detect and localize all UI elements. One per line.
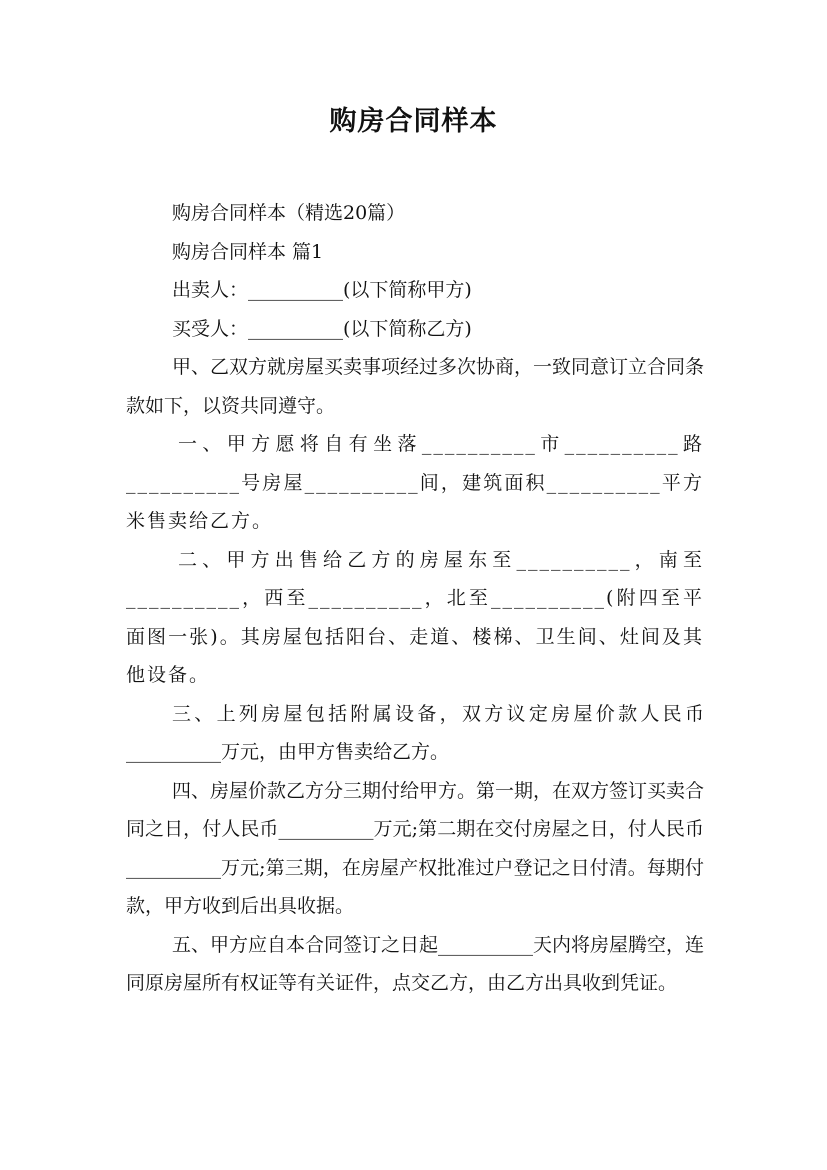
paragraph-seller: 出卖人：__________(以下简称甲方)	[172, 279, 472, 301]
paragraph-section-heading: 购房合同样本 篇1	[172, 240, 324, 263]
paragraph-clause-1: 一、甲方愿将自有坐落__________市__________路__________号房屋__________间，建筑面积__________平方米售卖给乙方。	[126, 433, 704, 532]
document-title: 购房合同样本	[329, 106, 498, 137]
paragraph-clause-4: 四、房屋价款乙方分三期付给甲方。第一期，在双方签订买卖合同之日，付人民币__________万元;第二期在交付房屋之日，付人民币__________万元;第三期，在房屋产权批准过户登记之日付清。每期付款，甲方收到后出具收据。	[126, 779, 705, 917]
paragraph-clause-3: 三、上列房屋包括附属设备，双方议定房屋价款人民币__________万元，由甲方售卖给乙方。	[126, 702, 704, 763]
paragraph-preamble: 甲、乙双方就房屋买卖事项经过多次协商，一致同意订立合同条款如下，以资共同遵守。	[126, 356, 705, 417]
paragraph-clause-5: 五、甲方应自本合同签订之日起__________天内将房屋腾空，连同原房屋所有权证等有关证件，点交乙方，由乙方出具收到凭证。	[126, 933, 705, 994]
paragraph-clause-2: 二、甲方出售给乙方的房屋东至__________，南至__________，西至__________，北至__________(附四至平面图一张)。其房屋包括阳台、走道、楼梯、卫生间、灶间及其他设备。	[126, 548, 704, 686]
paragraph-buyer: 买受人：__________(以下简称乙方)	[172, 317, 472, 340]
document-body	[126, 194, 704, 1003]
paragraph-subtitle: 购房合同样本（精选20篇）	[172, 202, 406, 224]
